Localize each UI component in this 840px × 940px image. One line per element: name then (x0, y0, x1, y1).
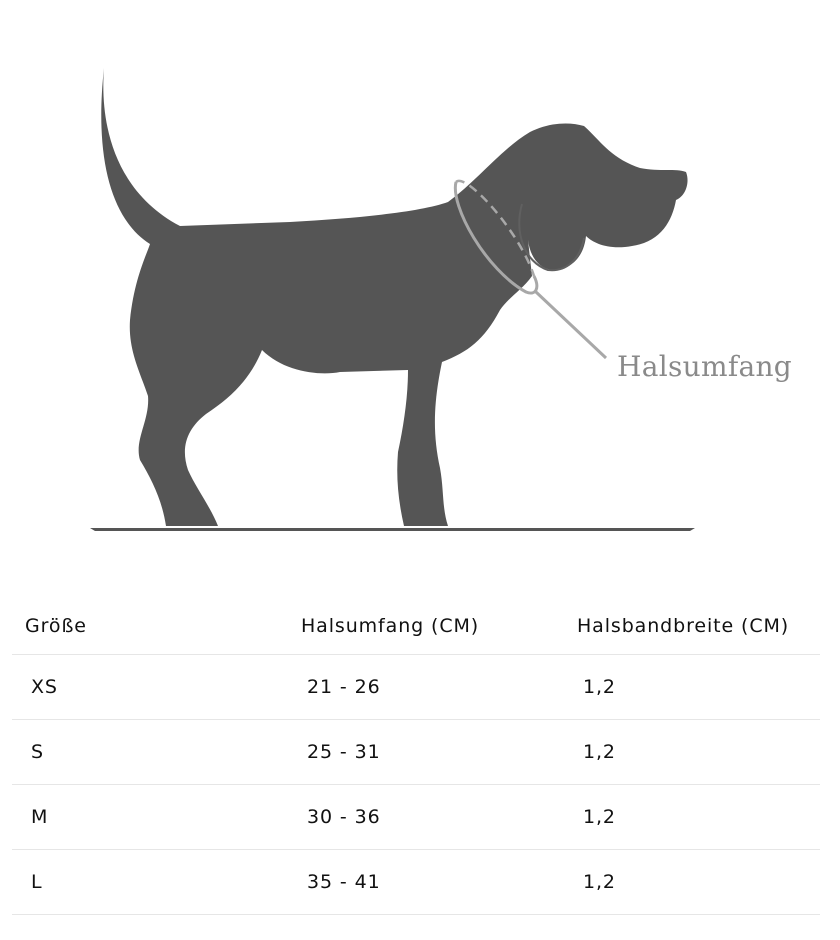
cell-size: L (12, 850, 301, 915)
table-row (12, 720, 820, 785)
cell-size: XS (12, 655, 301, 720)
cell-neck-range: 30 - 36 (301, 785, 577, 850)
cell-collar-width: 1,2 (577, 655, 820, 720)
cell-neck-range: 25 - 31 (301, 720, 577, 785)
cell-collar-width: 1,2 (577, 785, 820, 850)
table-row (12, 655, 820, 720)
cell-collar-width: 1,2 (577, 850, 820, 915)
cell-size: S (12, 720, 301, 785)
table-row (12, 785, 820, 850)
ground-line (90, 528, 695, 531)
table-row (12, 850, 820, 915)
cell-collar-width: 1,2 (577, 720, 820, 785)
pointer-line (536, 292, 606, 358)
header-neck-circumference: Halsumfang (CM) (301, 598, 577, 655)
header-collar-width: Halsbandbreite (CM) (577, 598, 820, 655)
header-size: Größe (12, 598, 301, 655)
table-header-row (12, 598, 820, 655)
dog-body (101, 68, 687, 526)
cell-neck-range: 35 - 41 (301, 850, 577, 915)
cell-neck-range: 21 - 26 (301, 655, 577, 720)
cell-size: M (12, 785, 301, 850)
size-chart-table (12, 598, 820, 915)
neck-circumference-label: Halsumfang (617, 350, 793, 383)
